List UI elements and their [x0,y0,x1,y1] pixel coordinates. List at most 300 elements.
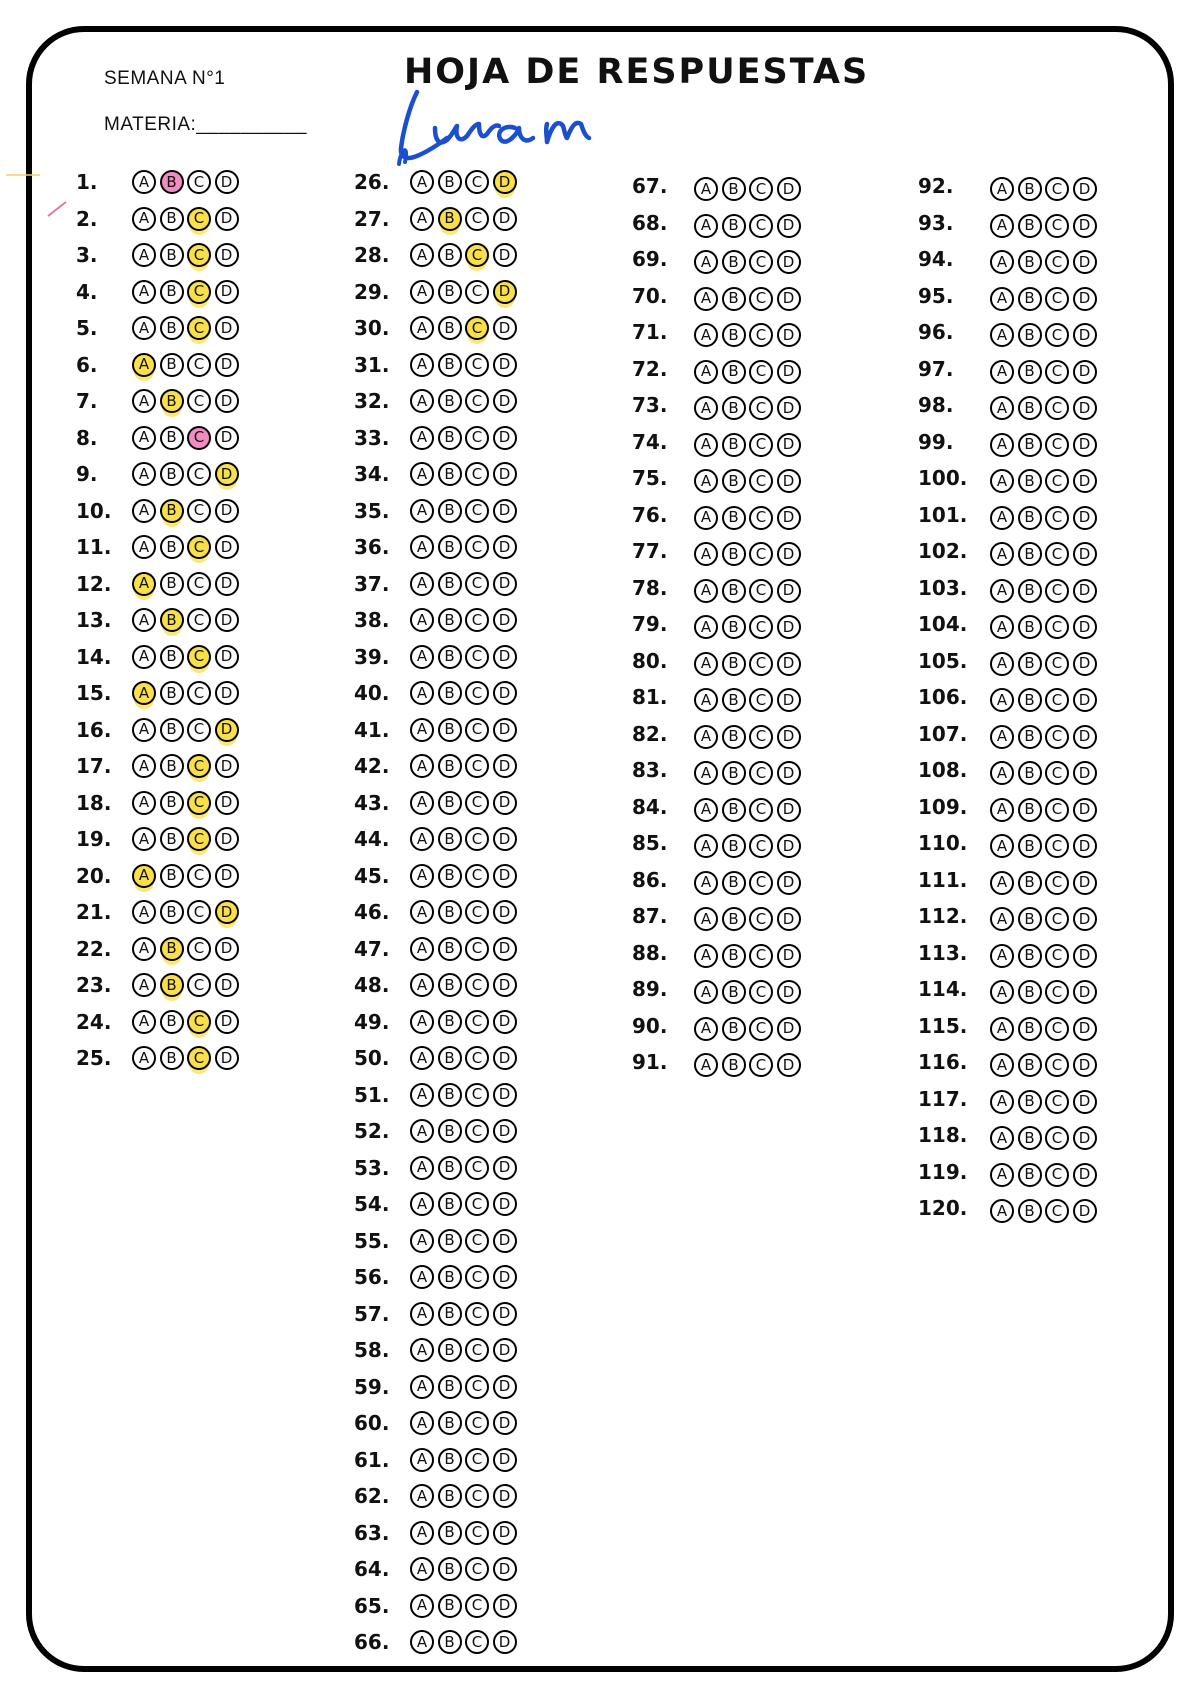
bubble-b[interactable]: B [1018,214,1042,238]
bubble-a[interactable]: A [410,462,434,486]
bubble-a[interactable]: A [132,791,156,815]
bubble-d-marked[interactable]: D [215,900,239,924]
bubble-a[interactable]: A [132,718,156,742]
bubble-d[interactable]: D [493,973,517,997]
bubble-c[interactable]: C [1045,725,1069,749]
bubble-d[interactable]: D [493,462,517,486]
bubble-a[interactable]: A [694,615,718,639]
bubble-a[interactable]: A [132,389,156,413]
bubble-b[interactable]: B [438,243,462,267]
bubble-d[interactable]: D [215,572,239,596]
bubble-a[interactable]: A [132,1010,156,1034]
bubble-a[interactable]: A [132,608,156,632]
bubble-a[interactable]: A [410,900,434,924]
bubble-c[interactable]: C [187,353,211,377]
bubble-c-marked[interactable]: C [187,791,211,815]
bubble-b[interactable]: B [438,316,462,340]
bubble-a[interactable]: A [410,681,434,705]
bubble-b[interactable]: B [722,1017,746,1041]
bubble-d[interactable]: D [777,944,801,968]
bubble-b[interactable]: B [438,280,462,304]
bubble-c-marked[interactable]: C [187,754,211,778]
bubble-a[interactable]: A [990,980,1014,1004]
bubble-c[interactable]: C [749,834,773,858]
bubble-a[interactable]: A [990,433,1014,457]
bubble-d[interactable]: D [777,396,801,420]
bubble-c[interactable]: C [465,1484,489,1508]
bubble-c[interactable]: C [749,1053,773,1077]
bubble-d[interactable]: D [777,871,801,895]
bubble-c[interactable]: C [465,1010,489,1034]
bubble-c[interactable]: C [465,718,489,742]
bubble-a[interactable]: A [132,243,156,267]
bubble-d[interactable]: D [215,535,239,559]
bubble-a[interactable]: A [694,688,718,712]
bubble-b[interactable]: B [438,462,462,486]
bubble-d[interactable]: D [493,1156,517,1180]
bubble-d[interactable]: D [493,754,517,778]
bubble-c[interactable]: C [749,287,773,311]
bubble-d[interactable]: D [1073,725,1097,749]
bubble-c[interactable]: C [1045,579,1069,603]
bubble-a[interactable]: A [694,177,718,201]
bubble-c[interactable]: C [187,389,211,413]
bubble-b[interactable]: B [722,396,746,420]
bubble-a[interactable]: A [694,250,718,274]
bubble-c[interactable]: C [749,250,773,274]
bubble-d[interactable]: D [215,426,239,450]
bubble-a[interactable]: A [410,1375,434,1399]
bubble-d[interactable]: D [777,579,801,603]
bubble-a[interactable]: A [132,827,156,851]
bubble-c[interactable]: C [749,615,773,639]
bubble-c[interactable]: C [465,681,489,705]
bubble-d[interactable]: D [493,1630,517,1654]
bubble-a[interactable]: A [132,499,156,523]
bubble-d[interactable]: D [1073,214,1097,238]
bubble-d[interactable]: D [215,1046,239,1070]
bubble-b-marked[interactable]: B [160,937,184,961]
bubble-b[interactable]: B [160,316,184,340]
bubble-a[interactable]: A [410,499,434,523]
bubble-d[interactable]: D [1073,1090,1097,1114]
bubble-d[interactable]: D [777,506,801,530]
bubble-d[interactable]: D [777,177,801,201]
bubble-a[interactable]: A [694,907,718,931]
bubble-a[interactable]: A [410,1265,434,1289]
bubble-a[interactable]: A [132,937,156,961]
bubble-b[interactable]: B [722,177,746,201]
bubble-d[interactable]: D [215,316,239,340]
bubble-b[interactable]: B [722,323,746,347]
bubble-d[interactable]: D [1073,1163,1097,1187]
bubble-a[interactable]: A [990,250,1014,274]
bubble-b[interactable]: B [1018,287,1042,311]
bubble-b[interactable]: B [438,1156,462,1180]
bubble-c[interactable]: C [749,761,773,785]
bubble-a[interactable]: A [990,871,1014,895]
bubble-d[interactable]: D [777,834,801,858]
bubble-a[interactable]: A [990,944,1014,968]
bubble-d[interactable]: D [1073,834,1097,858]
bubble-b[interactable]: B [1018,579,1042,603]
bubble-a[interactable]: A [990,615,1014,639]
bubble-c[interactable]: C [465,572,489,596]
bubble-c-marked[interactable]: C [187,316,211,340]
bubble-b[interactable]: B [438,1557,462,1581]
bubble-d[interactable]: D [493,1338,517,1362]
bubble-d[interactable]: D [777,469,801,493]
bubble-b[interactable]: B [438,1594,462,1618]
bubble-c[interactable]: C [1045,652,1069,676]
bubble-a[interactable]: A [694,652,718,676]
bubble-c[interactable]: C [465,499,489,523]
bubble-b[interactable]: B [1018,177,1042,201]
bubble-d[interactable]: D [1073,323,1097,347]
bubble-d[interactable]: D [215,827,239,851]
bubble-a[interactable]: A [990,688,1014,712]
bubble-c-marked[interactable]: C [465,243,489,267]
bubble-b[interactable]: B [722,433,746,457]
bubble-c[interactable]: C [187,864,211,888]
bubble-d[interactable]: D [215,499,239,523]
bubble-d[interactable]: D [215,1010,239,1034]
bubble-a-marked[interactable]: A [132,572,156,596]
bubble-c[interactable]: C [187,572,211,596]
bubble-c[interactable]: C [465,1521,489,1545]
bubble-d[interactable]: D [215,608,239,632]
bubble-b[interactable]: B [438,1046,462,1070]
bubble-b[interactable]: B [438,1302,462,1326]
bubble-d[interactable]: D [493,1557,517,1581]
bubble-c[interactable]: C [465,937,489,961]
bubble-d[interactable]: D [777,214,801,238]
bubble-d[interactable]: D [215,170,239,194]
bubble-a[interactable]: A [990,907,1014,931]
bubble-a[interactable]: A [694,542,718,566]
bubble-a[interactable]: A [132,462,156,486]
bubble-a-marked[interactable]: A [132,864,156,888]
bubble-c[interactable]: C [465,1448,489,1472]
bubble-b[interactable]: B [722,360,746,384]
bubble-d[interactable]: D [1073,542,1097,566]
bubble-c[interactable]: C [1045,469,1069,493]
bubble-a[interactable]: A [990,652,1014,676]
bubble-a-marked[interactable]: A [132,353,156,377]
bubble-b[interactable]: B [1018,798,1042,822]
bubble-d[interactable]: D [493,1192,517,1216]
bubble-d[interactable]: D [1073,506,1097,530]
bubble-c-marked[interactable]: C [187,1046,211,1070]
bubble-b[interactable]: B [438,499,462,523]
bubble-c[interactable]: C [1045,798,1069,822]
bubble-b[interactable]: B [1018,360,1042,384]
bubble-b[interactable]: B [160,791,184,815]
bubble-b[interactable]: B [1018,396,1042,420]
bubble-a[interactable]: A [410,280,434,304]
bubble-a[interactable]: A [990,469,1014,493]
bubble-a[interactable]: A [410,1521,434,1545]
bubble-d[interactable]: D [215,389,239,413]
bubble-c[interactable]: C [749,214,773,238]
bubble-a[interactable]: A [990,1126,1014,1150]
bubble-c[interactable]: C [465,1265,489,1289]
bubble-c[interactable]: C [187,681,211,705]
bubble-c[interactable]: C [465,389,489,413]
bubble-b[interactable]: B [438,1265,462,1289]
bubble-a[interactable]: A [132,754,156,778]
bubble-d[interactable]: D [1073,360,1097,384]
bubble-d[interactable]: D [777,433,801,457]
bubble-a[interactable]: A [410,791,434,815]
bubble-a[interactable]: A [990,287,1014,311]
bubble-b[interactable]: B [438,426,462,450]
bubble-d[interactable]: D [1073,469,1097,493]
bubble-b[interactable]: B [160,827,184,851]
bubble-b[interactable]: B [438,1229,462,1253]
bubble-d[interactable]: D [215,280,239,304]
bubble-c[interactable]: C [187,462,211,486]
bubble-a[interactable]: A [694,871,718,895]
bubble-d[interactable]: D [493,1411,517,1435]
bubble-d[interactable]: D [493,827,517,851]
bubble-a[interactable]: A [694,980,718,1004]
bubble-b[interactable]: B [1018,615,1042,639]
bubble-c[interactable]: C [465,426,489,450]
bubble-d[interactable]: D [493,1375,517,1399]
bubble-d[interactable]: D [1073,250,1097,274]
bubble-b[interactable]: B [438,645,462,669]
bubble-a[interactable]: A [694,360,718,384]
bubble-b[interactable]: B [1018,433,1042,457]
bubble-c[interactable]: C [465,1594,489,1618]
bubble-c[interactable]: C [187,900,211,924]
bubble-a[interactable]: A [410,608,434,632]
bubble-c[interactable]: C [749,907,773,931]
bubble-c[interactable]: C [187,499,211,523]
bubble-a[interactable]: A [410,1192,434,1216]
bubble-a[interactable]: A [410,1448,434,1472]
bubble-b-marked[interactable]: B [160,389,184,413]
bubble-b[interactable]: B [1018,469,1042,493]
bubble-c[interactable]: C [465,1375,489,1399]
bubble-a[interactable]: A [410,1156,434,1180]
bubble-a[interactable]: A [410,1484,434,1508]
bubble-a-marked[interactable]: A [132,681,156,705]
bubble-c[interactable]: C [465,1630,489,1654]
bubble-b[interactable]: B [160,754,184,778]
bubble-a[interactable]: A [132,535,156,559]
bubble-a[interactable]: A [410,389,434,413]
bubble-b[interactable]: B [1018,1199,1042,1223]
bubble-b[interactable]: B [438,681,462,705]
bubble-d[interactable]: D [1073,1126,1097,1150]
bubble-a[interactable]: A [694,469,718,493]
bubble-d[interactable]: D [215,791,239,815]
bubble-c[interactable]: C [1045,944,1069,968]
bubble-b[interactable]: B [1018,944,1042,968]
bubble-b[interactable]: B [160,462,184,486]
bubble-a[interactable]: A [410,353,434,377]
bubble-a[interactable]: A [410,864,434,888]
bubble-b[interactable]: B [438,754,462,778]
bubble-b-marked[interactable]: B [438,207,462,231]
bubble-c[interactable]: C [1045,615,1069,639]
bubble-c[interactable]: C [1045,1199,1069,1223]
bubble-c[interactable]: C [1045,1090,1069,1114]
bubble-d[interactable]: D [493,900,517,924]
bubble-b[interactable]: B [160,243,184,267]
bubble-c[interactable]: C [465,1302,489,1326]
bubble-a[interactable]: A [410,1046,434,1070]
bubble-b[interactable]: B [438,827,462,851]
bubble-c-marked[interactable]: C [187,645,211,669]
bubble-b[interactable]: B [438,1448,462,1472]
bubble-b[interactable]: B [722,907,746,931]
bubble-a[interactable]: A [410,1338,434,1362]
bubble-b-marked[interactable]: B [160,973,184,997]
bubble-b[interactable]: B [160,864,184,888]
bubble-c[interactable]: C [1045,287,1069,311]
bubble-b[interactable]: B [722,506,746,530]
bubble-d[interactable]: D [493,718,517,742]
bubble-b-marked[interactable]: B [160,170,184,194]
bubble-b[interactable]: B [1018,250,1042,274]
bubble-c[interactable]: C [465,608,489,632]
bubble-c[interactable]: C [1045,396,1069,420]
bubble-a[interactable]: A [410,243,434,267]
bubble-c[interactable]: C [465,1083,489,1107]
bubble-d[interactable]: D [493,1265,517,1289]
bubble-b[interactable]: B [1018,542,1042,566]
bubble-d[interactable]: D [1073,615,1097,639]
bubble-b[interactable]: B [1018,1017,1042,1041]
bubble-d[interactable]: D [777,761,801,785]
bubble-a[interactable]: A [410,718,434,742]
bubble-d[interactable]: D [493,1302,517,1326]
bubble-c[interactable]: C [749,798,773,822]
bubble-a[interactable]: A [694,798,718,822]
bubble-c-marked[interactable]: C [187,207,211,231]
bubble-c[interactable]: C [749,725,773,749]
bubble-c[interactable]: C [465,864,489,888]
bubble-d[interactable]: D [493,1010,517,1034]
bubble-d[interactable]: D [493,535,517,559]
bubble-b-marked[interactable]: B [160,608,184,632]
bubble-d[interactable]: D [493,207,517,231]
bubble-b[interactable]: B [160,900,184,924]
bubble-a[interactable]: A [132,1046,156,1070]
bubble-d[interactable]: D [777,798,801,822]
bubble-c[interactable]: C [465,1119,489,1143]
bubble-b[interactable]: B [722,871,746,895]
bubble-c[interactable]: C [1045,433,1069,457]
bubble-d[interactable]: D [493,353,517,377]
bubble-c-marked[interactable]: C [187,280,211,304]
bubble-c[interactable]: C [465,1557,489,1581]
bubble-b[interactable]: B [722,980,746,1004]
bubble-a[interactable]: A [410,645,434,669]
bubble-d[interactable]: D [777,980,801,1004]
bubble-b[interactable]: B [1018,1090,1042,1114]
bubble-a[interactable]: A [410,1630,434,1654]
bubble-b[interactable]: B [160,353,184,377]
bubble-c[interactable]: C [749,323,773,347]
bubble-b[interactable]: B [438,1630,462,1654]
bubble-c[interactable]: C [187,608,211,632]
bubble-c[interactable]: C [465,1192,489,1216]
bubble-d[interactable]: D [1073,688,1097,712]
bubble-d[interactable]: D [1073,652,1097,676]
bubble-a[interactable]: A [132,973,156,997]
bubble-a[interactable]: A [410,207,434,231]
bubble-c[interactable]: C [1045,1126,1069,1150]
bubble-d[interactable]: D [777,615,801,639]
bubble-a[interactable]: A [410,535,434,559]
bubble-c[interactable]: C [465,1411,489,1435]
bubble-c[interactable]: C [1045,761,1069,785]
bubble-a[interactable]: A [694,1053,718,1077]
bubble-c[interactable]: C [1045,871,1069,895]
bubble-c[interactable]: C [465,1229,489,1253]
bubble-d[interactable]: D [215,864,239,888]
bubble-c[interactable]: C [749,542,773,566]
bubble-d[interactable]: D [777,1053,801,1077]
bubble-a[interactable]: A [990,214,1014,238]
bubble-a[interactable]: A [410,170,434,194]
bubble-b[interactable]: B [438,572,462,596]
bubble-b[interactable]: B [438,1083,462,1107]
bubble-c[interactable]: C [465,535,489,559]
bubble-b[interactable]: B [722,798,746,822]
bubble-b[interactable]: B [722,944,746,968]
bubble-d[interactable]: D [493,243,517,267]
bubble-c[interactable]: C [749,871,773,895]
bubble-b[interactable]: B [438,535,462,559]
bubble-b[interactable]: B [160,207,184,231]
bubble-d-marked[interactable]: D [215,462,239,486]
bubble-b[interactable]: B [722,761,746,785]
bubble-b[interactable]: B [722,615,746,639]
bubble-c[interactable]: C [749,506,773,530]
bubble-a[interactable]: A [694,506,718,530]
bubble-b[interactable]: B [160,645,184,669]
bubble-d[interactable]: D [777,360,801,384]
bubble-c[interactable]: C [465,1338,489,1362]
bubble-a[interactable]: A [990,579,1014,603]
bubble-c[interactable]: C [1045,360,1069,384]
bubble-d[interactable]: D [1073,1199,1097,1223]
bubble-b[interactable]: B [1018,506,1042,530]
bubble-d[interactable]: D [215,681,239,705]
bubble-b[interactable]: B [722,1053,746,1077]
bubble-b[interactable]: B [438,353,462,377]
bubble-d[interactable]: D [215,243,239,267]
bubble-c[interactable]: C [1045,1017,1069,1041]
bubble-a[interactable]: A [410,1302,434,1326]
bubble-a[interactable]: A [694,834,718,858]
bubble-c[interactable]: C [749,433,773,457]
bubble-a[interactable]: A [990,1163,1014,1187]
bubble-a[interactable]: A [694,1017,718,1041]
bubble-a[interactable]: A [990,360,1014,384]
bubble-c[interactable]: C [1045,834,1069,858]
bubble-b[interactable]: B [1018,1163,1042,1187]
bubble-a[interactable]: A [410,1010,434,1034]
bubble-a[interactable]: A [694,761,718,785]
bubble-a[interactable]: A [990,506,1014,530]
bubble-b[interactable]: B [722,287,746,311]
